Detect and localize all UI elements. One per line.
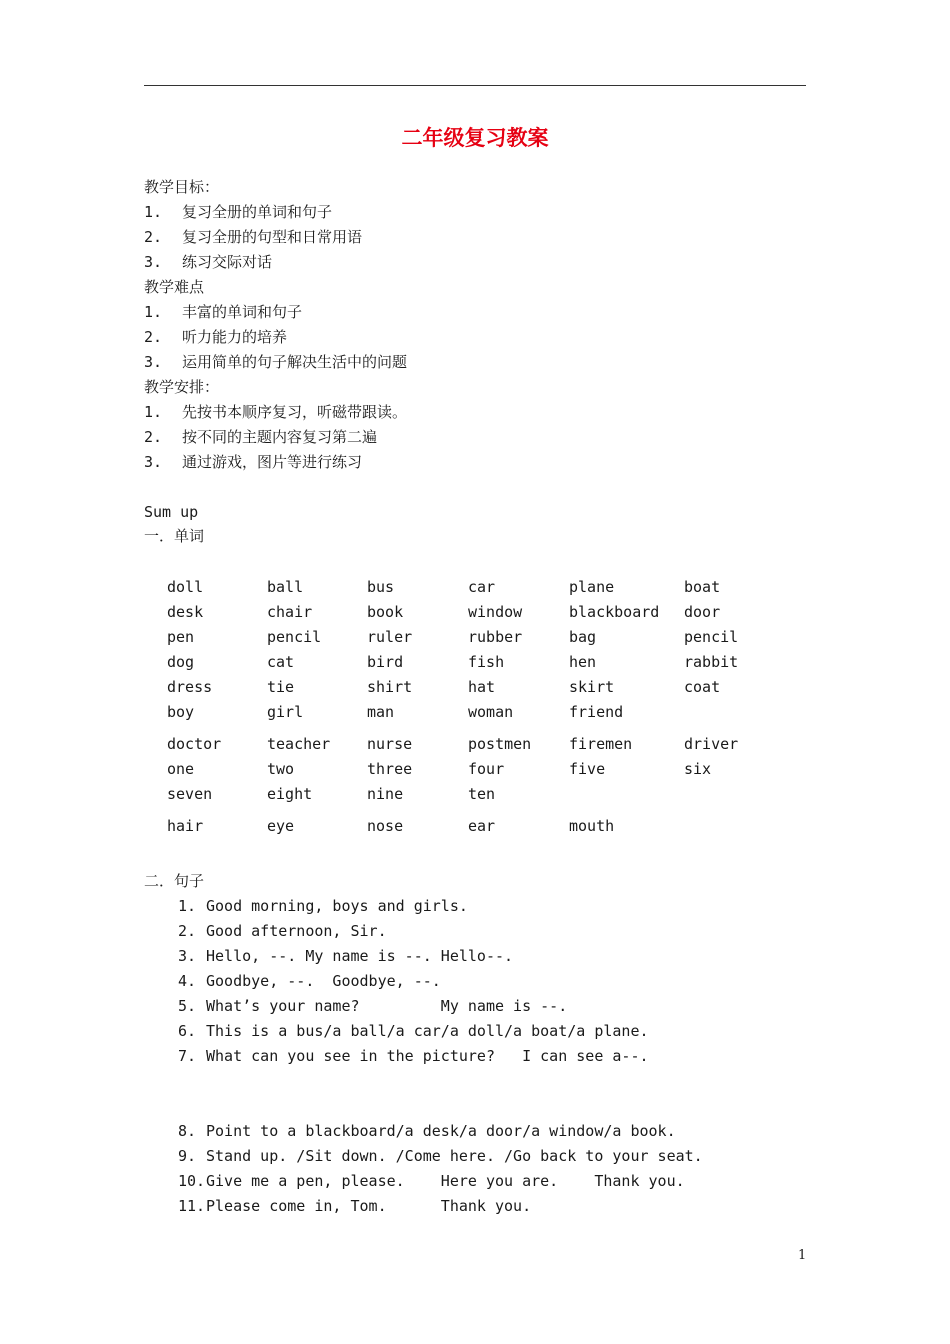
vocab-word: dog <box>167 653 195 671</box>
vocab-word: six <box>684 760 712 778</box>
vocab-word: postmen <box>468 735 532 753</box>
vocab-word: bag <box>569 628 597 646</box>
vocab-word: fish <box>468 653 505 671</box>
vocab-word: girl <box>267 703 304 721</box>
item-text: 丰富的单词和句子 <box>182 303 303 321</box>
sentence-text: This is a bus/a ball/a car/a doll/a boat/a plane. <box>206 1022 649 1040</box>
arrangement-item <box>144 400 407 425</box>
sentence-text: Hello, --. My name is --. Hello--. <box>206 947 514 965</box>
item-number: 1. <box>144 203 163 221</box>
difficulty-item <box>144 325 287 350</box>
sentence-item <box>178 994 567 1019</box>
vocab-word: skirt <box>569 678 615 696</box>
vocab-word: friend <box>569 703 624 721</box>
sentence-number: 3. <box>178 947 197 965</box>
vocab-word: mouth <box>569 817 615 835</box>
item-number: 1. <box>144 403 163 421</box>
vocab-word: eye <box>267 817 295 835</box>
vocab-word: three <box>367 760 413 778</box>
item-text: 练习交际对话 <box>182 253 273 271</box>
sentence-item <box>178 1194 531 1219</box>
vocab-word: door <box>684 603 721 621</box>
vocab-word: shirt <box>367 678 413 696</box>
vocab-word: pencil <box>267 628 322 646</box>
vocab-word: woman <box>468 703 514 721</box>
vocab-word: rabbit <box>684 653 739 671</box>
sentence-item <box>178 1044 649 1069</box>
sentence-number: 7. <box>178 1047 197 1065</box>
vocab-word: hen <box>569 653 597 671</box>
vocab-word: ear <box>468 817 496 835</box>
vocab-word: pen <box>167 628 195 646</box>
vocab-word: eight <box>267 785 313 803</box>
item-text: 先按书本顺序复习，听磁带跟读。 <box>182 403 408 421</box>
vocab-word: one <box>167 760 195 778</box>
sentence-number: 6. <box>178 1022 197 1040</box>
sentence-text: Good morning, boys and girls. <box>206 897 468 915</box>
vocab-word: bird <box>367 653 404 671</box>
vocab-word: book <box>367 603 404 621</box>
vocab-word: boat <box>684 578 721 596</box>
sentence-item <box>178 919 387 944</box>
vocab-word: coat <box>684 678 721 696</box>
item-number: 2. <box>144 228 163 246</box>
item-number: 3. <box>144 253 163 271</box>
vocab-word: chair <box>267 603 313 621</box>
vocab-word: two <box>267 760 295 778</box>
sentence-item <box>178 1169 685 1194</box>
sentence-text: Good afternoon, Sir. <box>206 922 387 940</box>
sentence-item <box>178 1119 676 1144</box>
vocab-word: doctor <box>167 735 222 753</box>
vocab-word: window <box>468 603 523 621</box>
item-number: 1. <box>144 303 163 321</box>
page-number: 1 <box>798 1248 807 1263</box>
item-text: 运用简单的句子解决生活中的问题 <box>182 353 408 371</box>
item-text: 复习全册的句型和日常用语 <box>182 228 363 246</box>
sentence-number: 1. <box>178 897 197 915</box>
item-text: 按不同的主题内容复习第二遍 <box>182 428 378 446</box>
objectives-heading: 教学目标： <box>144 178 220 196</box>
vocab-word: dress <box>167 678 213 696</box>
sentence-number: 9. <box>178 1147 197 1165</box>
vocab-word: plane <box>569 578 615 596</box>
vocab-word: ruler <box>367 628 413 646</box>
difficulties-heading: 教学难点 <box>144 278 205 296</box>
header-rule <box>144 85 806 86</box>
vocab-word: blackboard <box>569 603 660 621</box>
sentence-item <box>178 1019 649 1044</box>
vocab-word: five <box>569 760 606 778</box>
item-text: 听力能力的培养 <box>182 328 288 346</box>
page-title: 二年级复习教案 <box>401 125 549 150</box>
item-text: 通过游戏，图片等进行练习 <box>182 453 363 471</box>
vocab-word: driver <box>684 735 739 753</box>
vocab-word: boy <box>167 703 195 721</box>
sentence-item <box>178 1144 703 1169</box>
vocab-word: rubber <box>468 628 523 646</box>
sentence-text: Point to a blackboard/a desk/a door/a window/a book. <box>206 1122 676 1140</box>
vocab-word: doll <box>167 578 204 596</box>
sentence-text: What’s your name? My name is --. <box>206 997 568 1015</box>
item-number: 2. <box>144 428 163 446</box>
vocab-word: four <box>468 760 505 778</box>
sentence-number: 4. <box>178 972 197 990</box>
difficulty-item <box>144 300 302 325</box>
sentences-heading: 二．句子 <box>144 872 205 890</box>
vocab-word: bus <box>367 578 395 596</box>
sentence-number: 2. <box>178 922 197 940</box>
words-heading: 一．单词 <box>144 527 205 545</box>
vocab-word: teacher <box>267 735 331 753</box>
sentence-item <box>178 969 441 994</box>
sentence-item <box>178 944 513 969</box>
vocab-word: ball <box>267 578 304 596</box>
sentence-number: 5. <box>178 997 197 1015</box>
sentence-text: Give me a pen, please. Here you are. Thank you. <box>206 1172 685 1190</box>
sentence-text: Stand up. /Sit down. /Come here. /Go back to your seat. <box>206 1147 703 1165</box>
sentence-text: Please come in, Tom. Thank you. <box>206 1197 532 1215</box>
sentence-number: 11. <box>178 1197 206 1215</box>
item-number: 2. <box>144 328 163 346</box>
arrangement-item <box>144 450 362 475</box>
vocab-word: nose <box>367 817 404 835</box>
vocab-word: desk <box>167 603 204 621</box>
objective-item <box>144 225 362 250</box>
item-number: 3. <box>144 353 163 371</box>
objective-item <box>144 250 272 275</box>
vocab-word: seven <box>167 785 213 803</box>
sentence-number: 10. <box>178 1172 206 1190</box>
sum-up-heading: Sum up <box>144 503 199 521</box>
vocab-word: pencil <box>684 628 739 646</box>
item-number: 3. <box>144 453 163 471</box>
vocab-word: ten <box>468 785 496 803</box>
vocab-word: car <box>468 578 496 596</box>
vocab-word: hair <box>167 817 204 835</box>
sentence-text: What can you see in the picture? I can see a--. <box>206 1047 649 1065</box>
vocab-word: man <box>367 703 395 721</box>
vocab-word: nine <box>367 785 404 803</box>
arrangement-heading: 教学安排： <box>144 378 220 396</box>
objective-item <box>144 200 332 225</box>
sentence-text: Goodbye, --. Goodbye, --. <box>206 972 441 990</box>
vocab-word: cat <box>267 653 295 671</box>
sentence-number: 8. <box>178 1122 197 1140</box>
vocab-word: firemen <box>569 735 633 753</box>
sentence-item <box>178 894 468 919</box>
vocab-word: nurse <box>367 735 413 753</box>
vocab-word: tie <box>267 678 295 696</box>
item-text: 复习全册的单词和句子 <box>182 203 333 221</box>
vocab-word: hat <box>468 678 496 696</box>
arrangement-item <box>144 425 377 450</box>
difficulty-item <box>144 350 407 375</box>
